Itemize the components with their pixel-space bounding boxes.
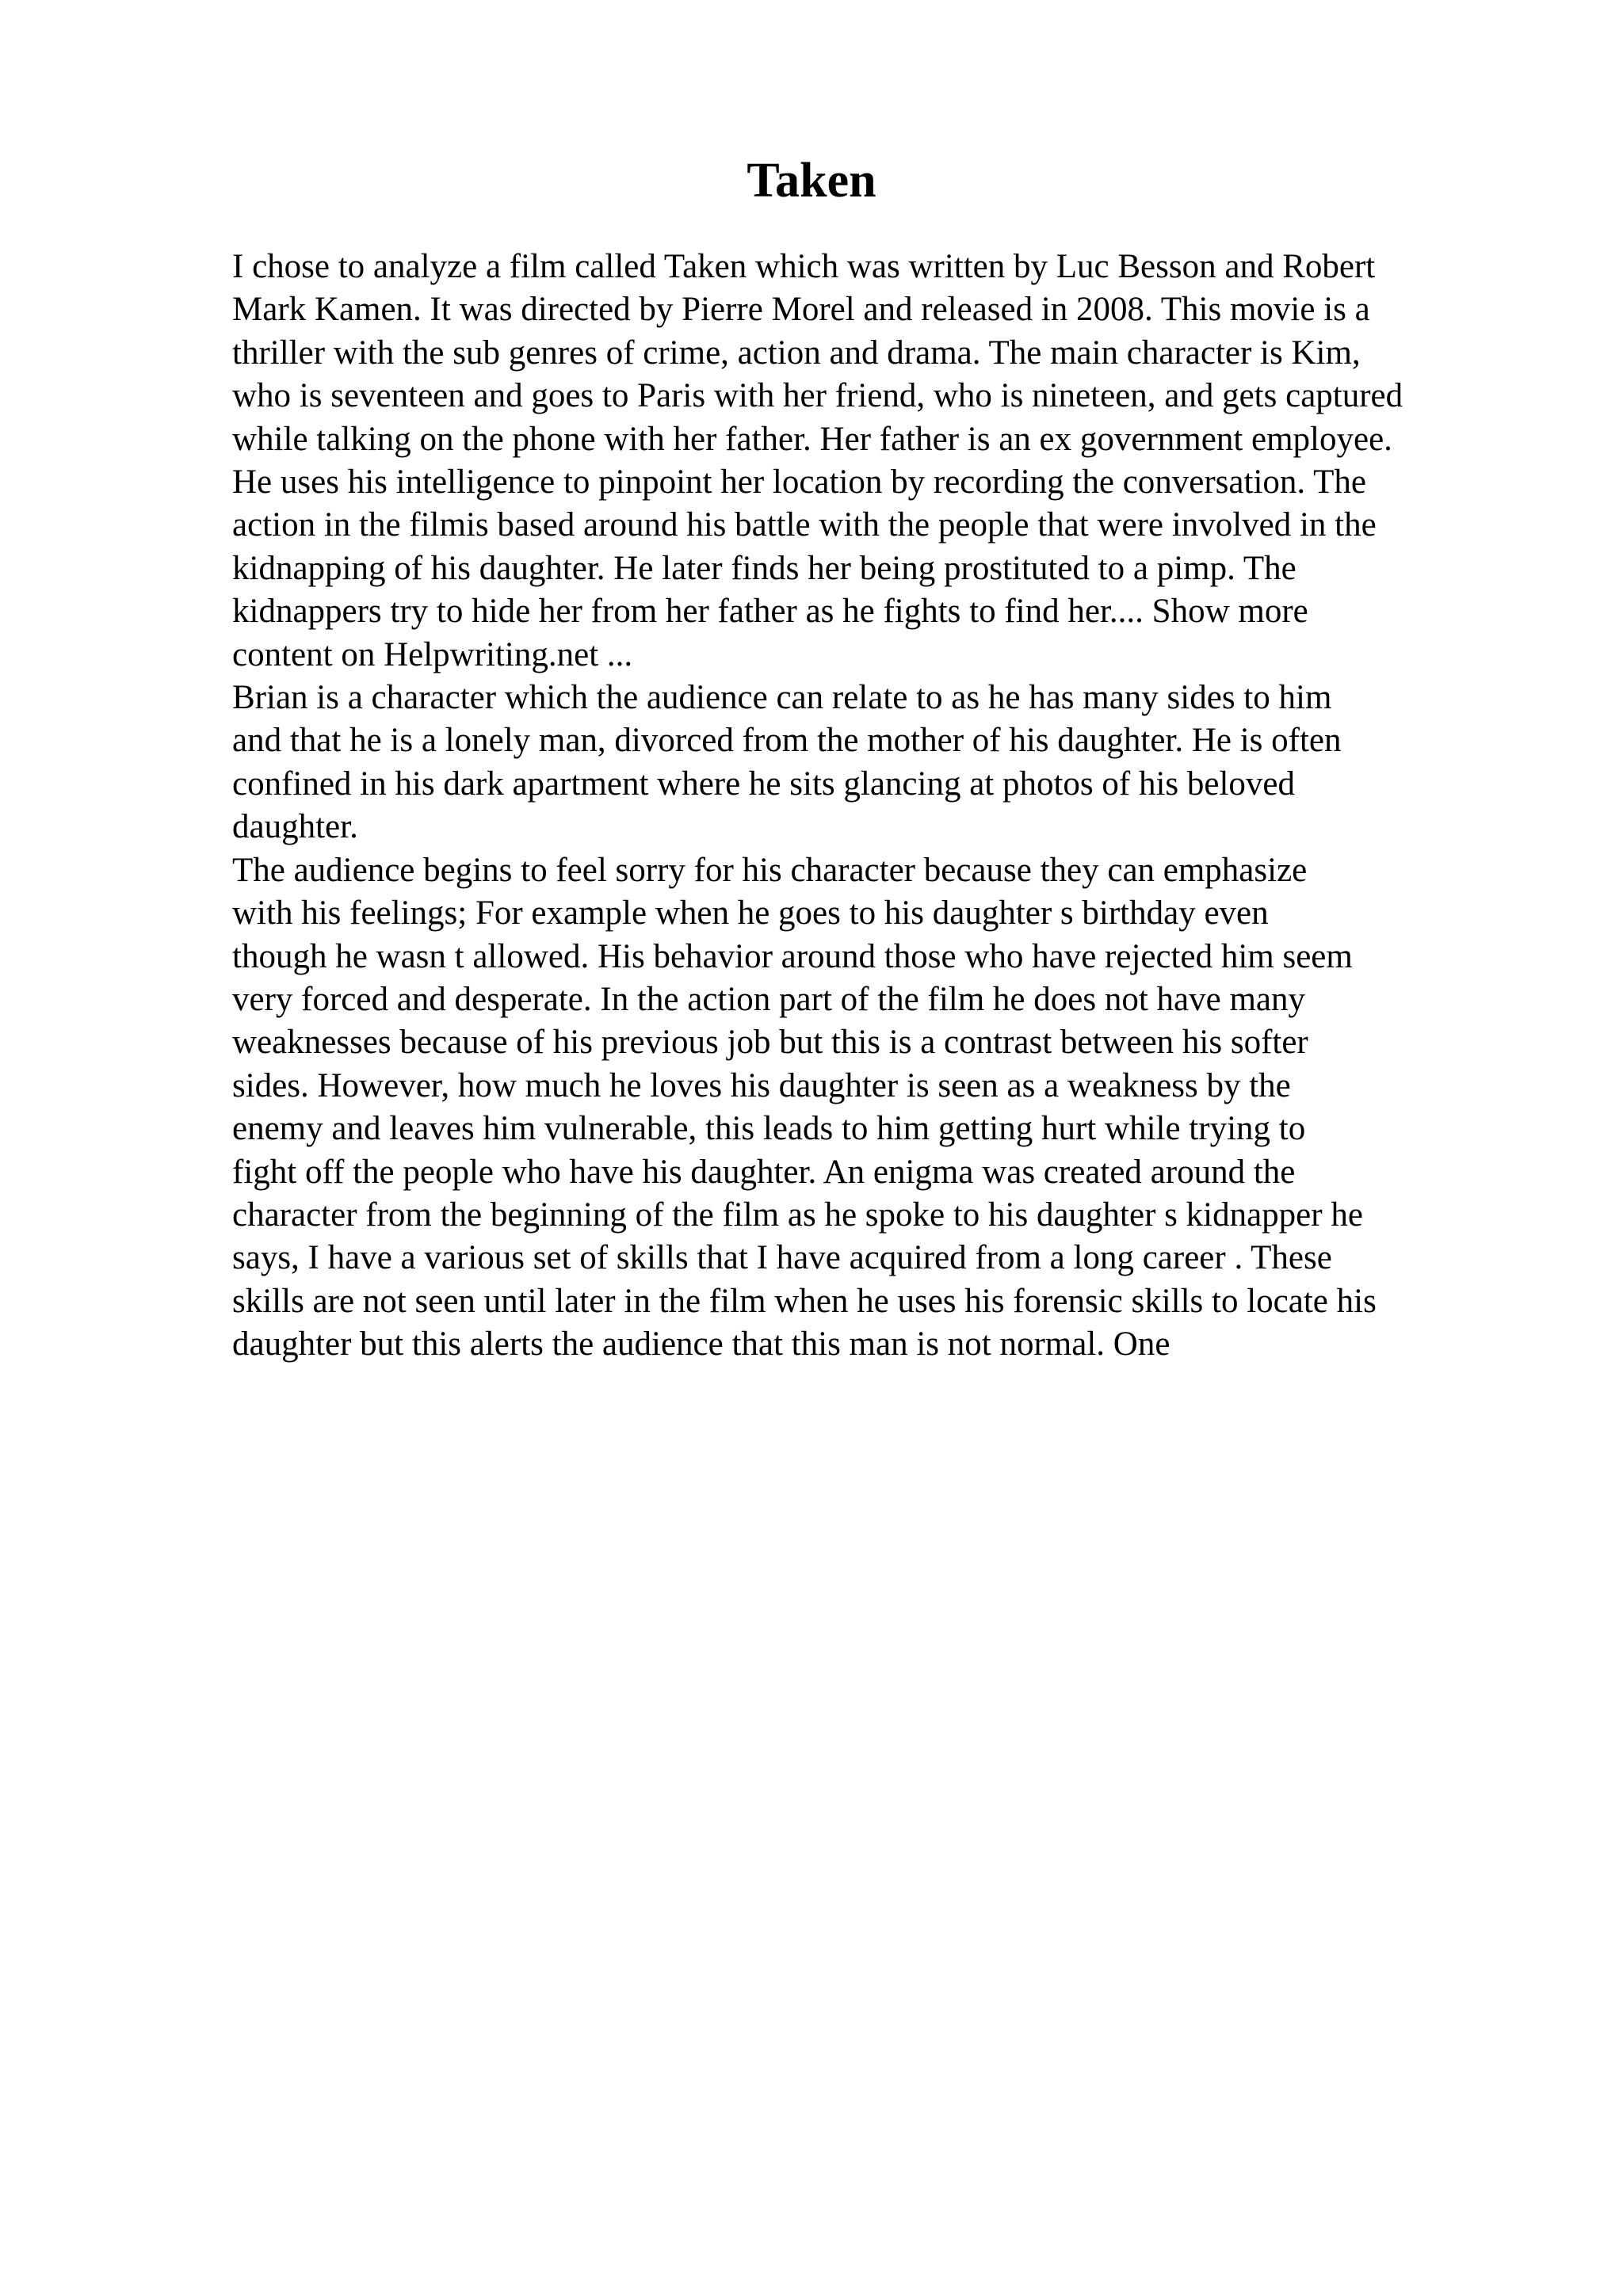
body-line: very forced and desperate. In the action part of the film he does not have many [232, 980, 1305, 1018]
body-line: though he wasn t allowed. His behavior around those who have rejected him seem [232, 937, 1353, 975]
body-line: thriller with the sub genres of crime, action and drama. The main character is Kim, [232, 334, 1361, 372]
body-line: content on Helpwriting.net ... [232, 635, 633, 673]
body-line: action in the filmis based around his battle with the people that were involved in the [232, 506, 1377, 544]
body-line: says, I have a various set of skills that I have acquired from a long career . These [232, 1239, 1332, 1277]
body-line: enemy and leaves him vulnerable, this leads to him getting hurt while trying to [232, 1110, 1306, 1148]
body-line: Mark Kamen. It was directed by Pierre Morel and released in 2008. This movie is a [232, 291, 1370, 329]
body-line: kidnapping of his daughter. He later finds her being prostituted to a pimp. The [232, 549, 1296, 587]
body-line: Brian is a character which the audience can relate to as he has many sides to him [232, 679, 1332, 717]
body-line: while talking on the phone with her father. Her father is an ex government employee. [232, 420, 1392, 458]
body-line: weaknesses because of his previous job but this is a contrast between his softer [232, 1024, 1308, 1062]
body-line: He uses his intelligence to pinpoint her location by recording the conversation. The [232, 463, 1366, 502]
document-title: Taken [747, 154, 876, 208]
body-line: I chose to analyze a film called Taken which was written by Luc Besson and Robert [232, 248, 1376, 285]
body-line: daughter but this alerts the audience that this man is not normal. One [232, 1325, 1170, 1363]
body-line: confined in his dark apartment where he sits glancing at photos of his beloved [232, 765, 1296, 803]
body-line: sides. However, how much he loves his daughter is seen as a weakness by the [232, 1066, 1291, 1104]
body-line: kidnappers try to hide her from her father as he fights to find her.... Show more [232, 593, 1308, 631]
document-body [232, 246, 1532, 1367]
body-line: with his feelings; For example when he goes to his daughter s birthday even [232, 894, 1269, 933]
body-line: skills are not seen until later in the film when he uses his forensic skills to locate his [232, 1282, 1377, 1320]
body-line: who is seventeen and goes to Paris with her friend, who is nineteen, and gets captured [232, 377, 1403, 415]
body-line: fight off the people who have his daughter. An enigma was created around the [232, 1153, 1296, 1191]
body-line: character from the beginning of the film as he spoke to his daughter s kidnapper he [232, 1196, 1363, 1234]
body-line: and that he is a lonely man, divorced from the mother of his daughter. He is often [232, 722, 1342, 760]
body-line: The audience begins to feel sorry for his character because they can emphasize [232, 851, 1308, 889]
body-line: daughter. [232, 808, 358, 846]
